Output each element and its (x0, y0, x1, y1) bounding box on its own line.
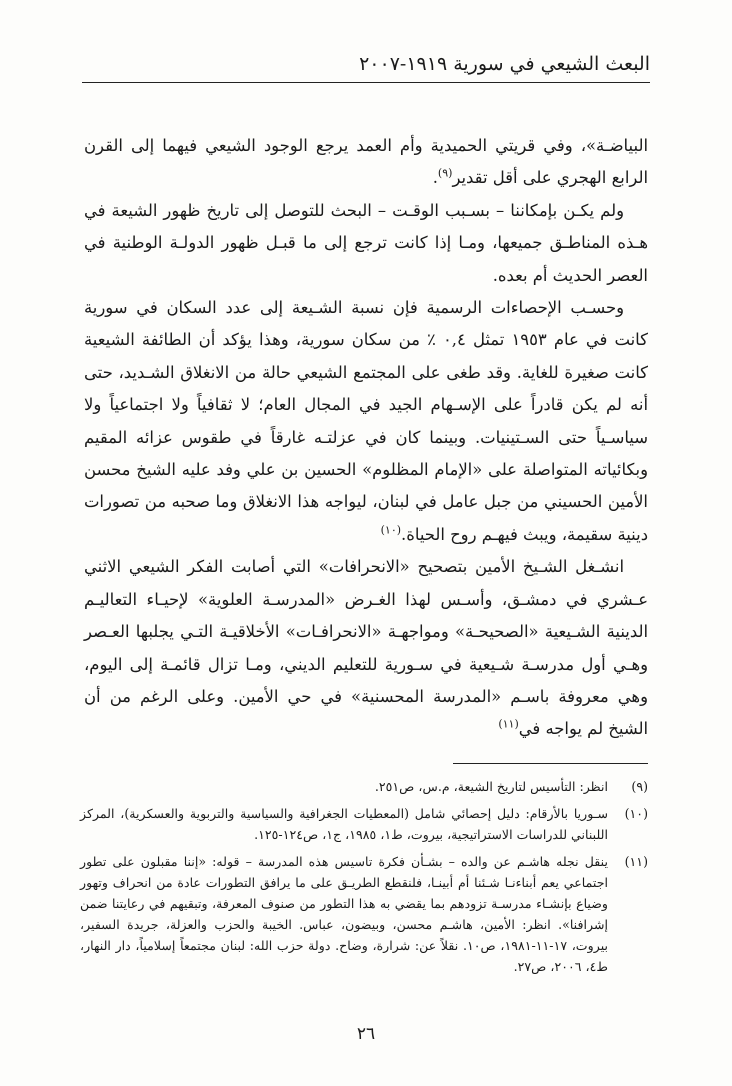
footnote-ref-10: (١٠) (380, 523, 402, 537)
footnote-text: سـوريا بالأرقام: دليل إحصائي شامل (المعطيات الجغرافية والسياسية والتربوية والعسكرية)، المركز اللبناني للدراسات الاستراتيجية، بيروت، ط١، ١٩٨٥، ج١، ص١٢٤-١٢٥. (80, 806, 608, 842)
footnote-ref-9: (٩) (437, 166, 453, 180)
footnote-number: (٩) (631, 779, 648, 794)
footnote-item (80, 803, 648, 845)
paragraph-1-text: البياضـة»، وفي قريتي الحميدية وأم العمد يرجع الوجود الشيعي فيهما إلى القرن الرابع الهجري على أقل تقدير (84, 136, 648, 188)
footnote-item (80, 851, 648, 977)
footnote-text: انظر: التأسيس لتاريخ الشيعة، م.س، ص٢٥١. (374, 779, 608, 794)
footnote-number: (١٠) (624, 806, 648, 821)
paragraph-1: البياضـة»، وفي قريتي الحميدية وأم العمد يرجع الوجود الشيعي فيهما إلى القرن الرابع الهجري على أقل تقدير$^{(٩)}$. (84, 136, 648, 188)
footnote-text: ينقل نجله هاشـم عن والده – بشـأن فكرة تاسيس هذه المدرسة – قوله: «إننا مقبلون على تطور اجتماعي يعم أبناءنـا شـئنا أم أبينـا، فلنقطع الطريـق على ما يرافق التطورات عادة من انحراف وتهور وضياع بإنشـاء مدرسـة تزودهم بما يقضي به هذا التطور من صنوف المعرفة، وتبقيهم في رعايتنا ضمن إشرافنا». انظر: الأمين، هاشـم محسن، وبيضون، عباس. الخيبة والحزب والعزلة، جريدة السفير، بيروت، ١٧-١١-١٩٨١، ص١٠. نقلاً عن: شرارة، وضاح. دولة حزب الله: لبنان مجتمعاً إسلامياً، دار النهار، ط٤، ٢٠٠٦، ص٢٧. (80, 854, 609, 974)
paragraph-4 (84, 551, 648, 745)
footnote-separator (453, 763, 648, 764)
footnote-ref-11: (١١) (498, 717, 519, 731)
page-number: ٢٦ (356, 1024, 376, 1044)
paragraph-2: ولم يكـن بإمكاننا – بسـبب الوقـت – البحث للتوصل إلى تاريخ ظهور الشيعة في هـذه المناطـق جميعها، ومـا إذا كانت ترجع إلى ما قبـل ظهور الدولـة الوطنية في العصر الحديث أم بعده. (84, 200, 648, 285)
main-text (84, 130, 648, 746)
running-header (82, 48, 650, 83)
footnote-item (80, 776, 648, 797)
footnote-number: (١١) (624, 854, 648, 869)
paragraph-3-text: وحسـب الإحصاءات الرسمية فإن نسبة الشـيعة إلى عدد السكان في سورية كانت في عام ١٩٥٣ تمثل ٠,٤ ٪ من سكان سورية، وهذا يؤكد أن الطائفة الشيعية كانت صغيرة للغاية. وقد طغى على المجتمع الشيعي حالة من الانغلاق الشـديد، حتى أنه لم يكن قادراً على الإسـهام الجيد في المجال العام؛ لا ثقافياً ولا اجتماعياً ولا سياسـياً حتى السـتينيات. وبينما كان في عزلتـه غارقاً في طقوس عزائه المقيم وبكائياته المتواصلة على «الإمام المظلوم» الحسين بن علي وفد عليه الشيخ محسن الأمين الحسيني من جبل عامل في لبنان، ليواجه هذا الانغلاق وما صحبه من تصورات دينية سقيمة، ويبث فيهـم روح الحياة. (84, 298, 648, 544)
paragraph-4-text: انشـغل الشـيخ الأمين بتصحيح «الانحرافات» التي أصابت الفكر الشيعي الاثني عـشري في دمشـق، وأسـس لهذا الغـرض «المدرسـة العلوية» لإحيـاء التعاليـم الدينية الشـيعية «الصحيحـة» ومواجهـة «الانحرافـات» الأخلاقيـة التـي يجلبها العـصر وهـي أول مدرسـة شـيعية في سـورية للتعليم الديني، ومـا تزال قائمـة إلى اليوم، وهي معروفة باسـم «المدرسة المحسنية» في حي الأمين. وعلى الرغم من أن الشيخ لم يواجه في (84, 557, 648, 739)
running-header-title: البعث الشيعي في سورية ١٩١٩-٢٠٠٧ (359, 53, 650, 75)
footnotes (80, 776, 648, 983)
paragraph-3 (84, 292, 648, 551)
